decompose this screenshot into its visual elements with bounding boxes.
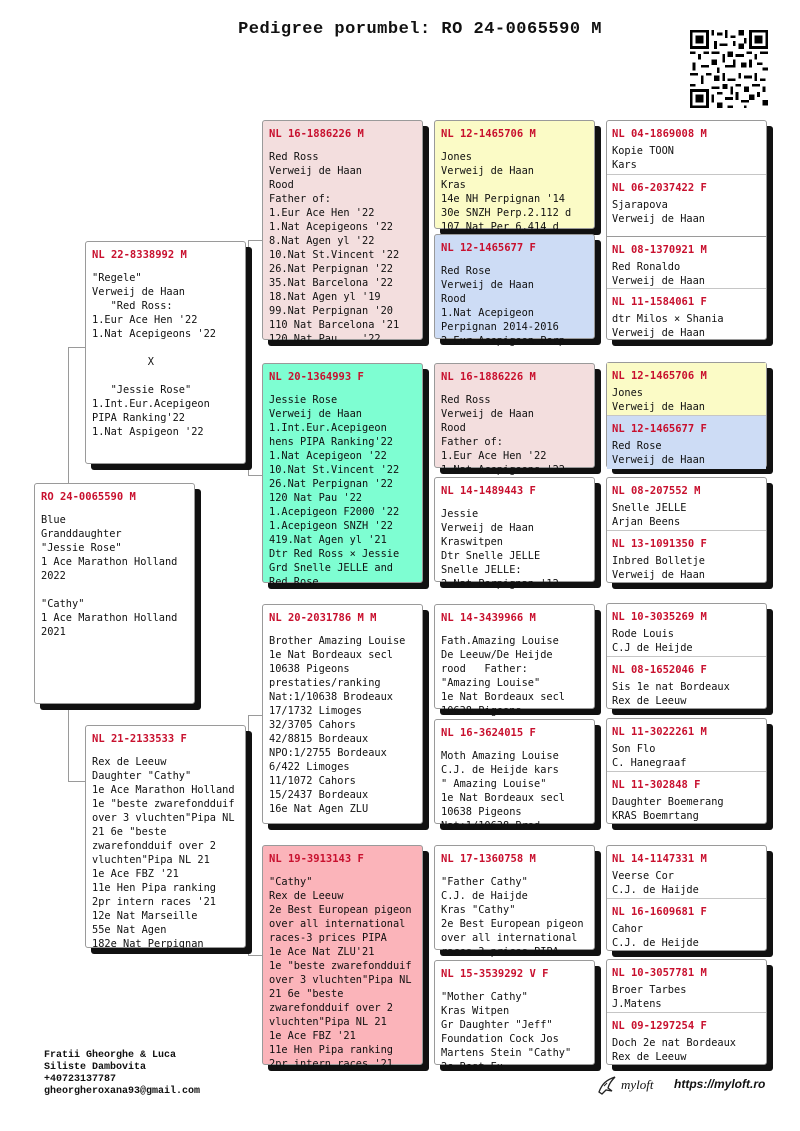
great-grandparent-card[interactable] [434, 960, 595, 1073]
granddam-paternal-card[interactable] [262, 363, 423, 588]
ancestor-entry[interactable] [607, 175, 766, 230]
ring-number: NL 19-3913143 F [269, 853, 364, 865]
pigeon-details: Rex de Leeuw Daughter "Cathy" 1e Ace Marathon Holland 1e "beste zwarefondduif over 3 vluchten"Pipa NL 21 6e "beste zwarefondduif over 2 vluchten"Pipa NL 21 1e Ace FBZ '21 11e Hen Pipa ranking 2pr intern races '21 12e Nat Marseille 55e Nat Agen 182e Nat Perpignan [92, 756, 235, 950]
qr-code-icon[interactable] [690, 30, 768, 108]
pigeon-details: Jessie Rose Verweij de Haan 1.Int.Eur.Acepigeon hens PIPA Ranking'22 1.Nat Acepigeon '22 10.Nat St.Vincent '22 26.Nat Perpignan '22 120 Nat Pau '22 1.Acepigeon F2000 '22 1.Acepigeon SNZH '22 419.Nat Agen yl '21 Dtr Red Ross × Jessie Grd Snelle JELLE and Red Rose [269, 394, 400, 588]
connector-line [425, 900, 426, 1015]
pigeon-details: Rode Louis C.J de Heijde [612, 628, 693, 654]
pigeon-details: Snelle JELLE Arjan Beens [612, 502, 687, 528]
pigeon-details: Son Flo C. Hanegraaf [612, 743, 687, 769]
great-grandparent-card[interactable] [434, 604, 595, 717]
owner-info [44, 1050, 200, 1098]
pigeon-details: Inbred Bolletje Verweij de Haan [612, 555, 705, 581]
pigeon-details: "Cathy" Rex de Leeuw 2e Best European pigeon over all international races-3 prices PIPA 1e Ace Nat ZLU'21 1e "beste zwarefondduif over 3 vluchten"Pipa NL 21 6e "beste zwarefondduif over 2 vluchten"Pipa NL 21 1e Ace FBZ '21 11e Hen Pipa ranking 2pr intern races '21 [269, 876, 412, 1070]
pigeon-details: Red Ross Verweij de Haan Rood Father of: 1.Eur Ace Hen '22 1.Nat Acepigeons '22 [441, 394, 565, 476]
ancestor-entry[interactable] [607, 1013, 766, 1066]
pigeon-details: "Mother Cathy" Kras Witpen Gr Daughter "Jeff" Foundation Cock Jos Martens Stein "Cathy" 2e Best Eu [441, 991, 572, 1073]
ring-number: NL 10-3057781 M [612, 967, 707, 979]
pigeon-details: Sis 1e nat Bordeaux Rex de Leeuw [612, 681, 730, 707]
pigeon-details: Jones Verweij de Haan [612, 387, 705, 413]
ring-number: NL 12-1465706 M [612, 370, 707, 382]
ancestor-entry[interactable] [607, 289, 766, 341]
pigeon-details: Veerse Cor C.J. de Haijde [612, 870, 699, 896]
grandsire-paternal-card[interactable] [262, 120, 423, 345]
ancestor-entry[interactable] [607, 478, 766, 530]
pigeon-details: Red Ross Verweij de Haan Rood Father of: 1.Eur Ace Hen '22 1.Nat Acepigeons '22 8.Nat Agen yl '22 10.Nat St.Vincent '22 26.Nat Perpignan '22 35.Nat Barcelona '22 18.Nat Agen yl '19 99.Nat Perpignan '20 110 Nat Barcelona '21 120 Nat Pau '22 [269, 151, 400, 345]
ring-number: NL 08-1370921 M [612, 244, 707, 256]
owner-name: Fratii Gheorghe & Luca [44, 1050, 177, 1061]
pigeon-details: Blue Granddaughter "Jessie Rose" 1 Ace Marathon Holland 2022 "Cathy" 1 Ace Marathon Holland 2021 [41, 514, 178, 638]
pigeon-details: Sjarapova Verweij de Haan [612, 199, 705, 225]
logo-text: myloft [621, 1077, 654, 1092]
ancestor-entry[interactable] [607, 719, 766, 771]
ring-number: NL 11-3022261 M [612, 726, 707, 738]
ring-number: NL 11-302848 F [612, 779, 701, 791]
connector-line [248, 240, 249, 475]
connector-line [425, 176, 426, 286]
pigeon-details: Fath.Amazing Louise De Leeuw/De Heijde rood Father: "Amazing Louise" 1e Nat Bordeaux secl 10638 Pigeons [441, 635, 565, 717]
great-grandparent-card[interactable] [434, 845, 595, 958]
ancestor-pair [606, 120, 767, 340]
ancestor-entry[interactable] [607, 846, 766, 898]
ring-number: NL 14-1147331 M [612, 853, 707, 865]
myloft-logo [596, 1074, 654, 1096]
ring-number: NL 12-1465706 M [441, 128, 536, 140]
ancestor-pair [606, 845, 767, 951]
great-grandparent-card[interactable] [434, 234, 595, 347]
pigeon-details: Red Rose Verweij de Haan [612, 440, 705, 466]
ring-number: NL 21-2133533 F [92, 733, 187, 745]
sire-card[interactable] [85, 241, 246, 464]
ancestor-entry[interactable] [607, 960, 766, 1012]
grandsire-maternal-card[interactable] [262, 604, 423, 824]
ring-number: NL 14-3439966 M [441, 612, 536, 624]
ring-number: NL 16-3624015 F [441, 727, 536, 739]
ring-number: NL 12-1465677 F [441, 242, 536, 254]
ancestor-pair [606, 718, 767, 824]
ring-number: NL 11-1584061 F [612, 296, 707, 308]
page-title: Pedigree porumbel: RO 24-0065590 M [238, 20, 602, 39]
connector-line [425, 657, 426, 772]
great-grandparent-card[interactable] [434, 719, 595, 832]
connector-line [248, 955, 262, 956]
subject-card[interactable] [34, 483, 195, 704]
pigeon-details: Daughter Boemerang KRAS Boemrtang [612, 796, 724, 822]
ring-number: NL 12-1465677 F [612, 423, 707, 435]
ancestor-entry[interactable] [607, 236, 766, 288]
website-link[interactable]: https://myloft.ro [674, 1077, 766, 1091]
pigeon-details: Red Rose Verweij de Haan Rood 1.Nat Acepigeon Perpignan 2014-2016 2.Eur Acepigeon Perp [441, 265, 565, 347]
pigeon-details: Kopie TOON Kars [612, 145, 674, 171]
ancestor-entry[interactable] [607, 899, 766, 952]
ancestor-pair [606, 477, 767, 583]
ancestor-pair [606, 959, 767, 1065]
dam-card[interactable] [85, 725, 246, 948]
ancestor-entry[interactable] [607, 604, 766, 656]
ring-number: NL 16-1609681 F [612, 906, 707, 918]
pigeon-details: Jessie Verweij de Haan Kraswitpen Dtr Snelle JELLE Snelle JELLE: 2.Nat Perpignan '12 [441, 508, 559, 590]
ancestor-entry[interactable] [607, 363, 766, 415]
pigeon-details: Broer Tarbes J.Matens [612, 984, 687, 1010]
ancestor-entry[interactable] [607, 416, 766, 469]
pigeon-details: Red Ronaldo Verweij de Haan [612, 261, 705, 287]
pigeon-details: Doch 2e nat Bordeaux Rex de Leeuw [612, 1037, 736, 1063]
connector-line [425, 416, 426, 526]
owner-email[interactable]: gheorgheroxana93@gmail.com [44, 1086, 201, 1097]
ring-number: NL 04-1869008 M [612, 128, 707, 140]
connector-line [248, 475, 262, 476]
owner-location: Siliste Dambovita [44, 1062, 147, 1073]
ancestor-pair [606, 603, 767, 709]
pigeon-details: Brother Amazing Louise 1e Nat Bordeaux secl 10638 Pigeons prestaties/ranking Nat:1/10638 Brodeaux 17/1732 Limoges 32/3705 Cahors 42/8815 Bordeaux NPO:1/2755 Bordeaux 6/422 Limoges 11/1072 Cahors 15/2437 Bordeaux 16e Nat Agen ZLU [269, 635, 406, 815]
great-grandparent-card[interactable] [434, 120, 595, 233]
ring-number: NL 09-1297254 F [612, 1020, 707, 1032]
connector-line [68, 347, 86, 348]
pigeon-details: dtr Milos × Shania Verweij de Haan [612, 313, 724, 339]
connector-line [68, 781, 86, 782]
ring-number: RO 24-0065590 M [41, 491, 136, 503]
pigeon-details: Moth Amazing Louise C.J. de Heijde kars " Amazing Louise" 1e Nat Bordeaux secl 10638 Pigeons Nat:1/10638 Brod [441, 750, 565, 832]
owner-phone[interactable]: +40723137787 [44, 1074, 117, 1085]
ancestor-pair [606, 362, 767, 468]
bird-icon [596, 1074, 618, 1096]
pigeon-details: Jones Verweij de Haan Kras 14e NH Perpignan '14 30e SNZH Perp.2.112 d 107 Nat Per 6.414 d [441, 151, 572, 233]
ancestor-entry[interactable] [607, 772, 766, 825]
ring-number: NL 13-1091350 F [612, 538, 707, 550]
ring-number: NL 20-2031786 M M [269, 612, 377, 624]
pigeon-details: "Father Cathy" C.J. de Haijde Kras "Cathy" 2e Best European pigeon over all international races-3 prices PIPA [441, 876, 584, 958]
connector-line [248, 715, 262, 716]
granddam-maternal-card[interactable] [262, 845, 423, 1070]
ring-number: NL 16-1886226 M [269, 128, 364, 140]
great-grandparent-card[interactable] [434, 477, 595, 590]
ring-number: NL 17-1360758 M [441, 853, 536, 865]
ring-number: NL 10-3035269 M [612, 611, 707, 623]
ring-number: NL 22-8338992 M [92, 249, 187, 261]
great-grandparent-card[interactable] [434, 363, 595, 476]
connector-line [248, 715, 249, 955]
ring-number: NL 08-1652046 F [612, 664, 707, 676]
ring-number: NL 06-2037422 F [612, 182, 707, 194]
ring-number: NL 14-1489443 F [441, 485, 536, 497]
ring-number: NL 16-1886226 M [441, 371, 536, 383]
ring-number: NL 08-207552 M [612, 485, 701, 497]
ring-number: NL 15-3539292 V F [441, 968, 549, 980]
pigeon-details: "Regele" Verweij de Haan "Red Ross: 1.Eur Ace Hen '22 1.Nat Acepigeons '22 X "Jessie Rose" 1.Int.Eur.Acepigeon PIPA Ranking'22 1.Nat Aspigeon '22 [92, 272, 216, 438]
pigeon-details: Cahor C.J. de Heijde [612, 923, 699, 949]
connector-line [248, 240, 262, 241]
ancestor-entry[interactable] [607, 657, 766, 710]
ancestor-entry[interactable] [607, 121, 766, 174]
ring-number: NL 20-1364993 F [269, 371, 364, 383]
ancestor-entry[interactable] [607, 531, 766, 584]
